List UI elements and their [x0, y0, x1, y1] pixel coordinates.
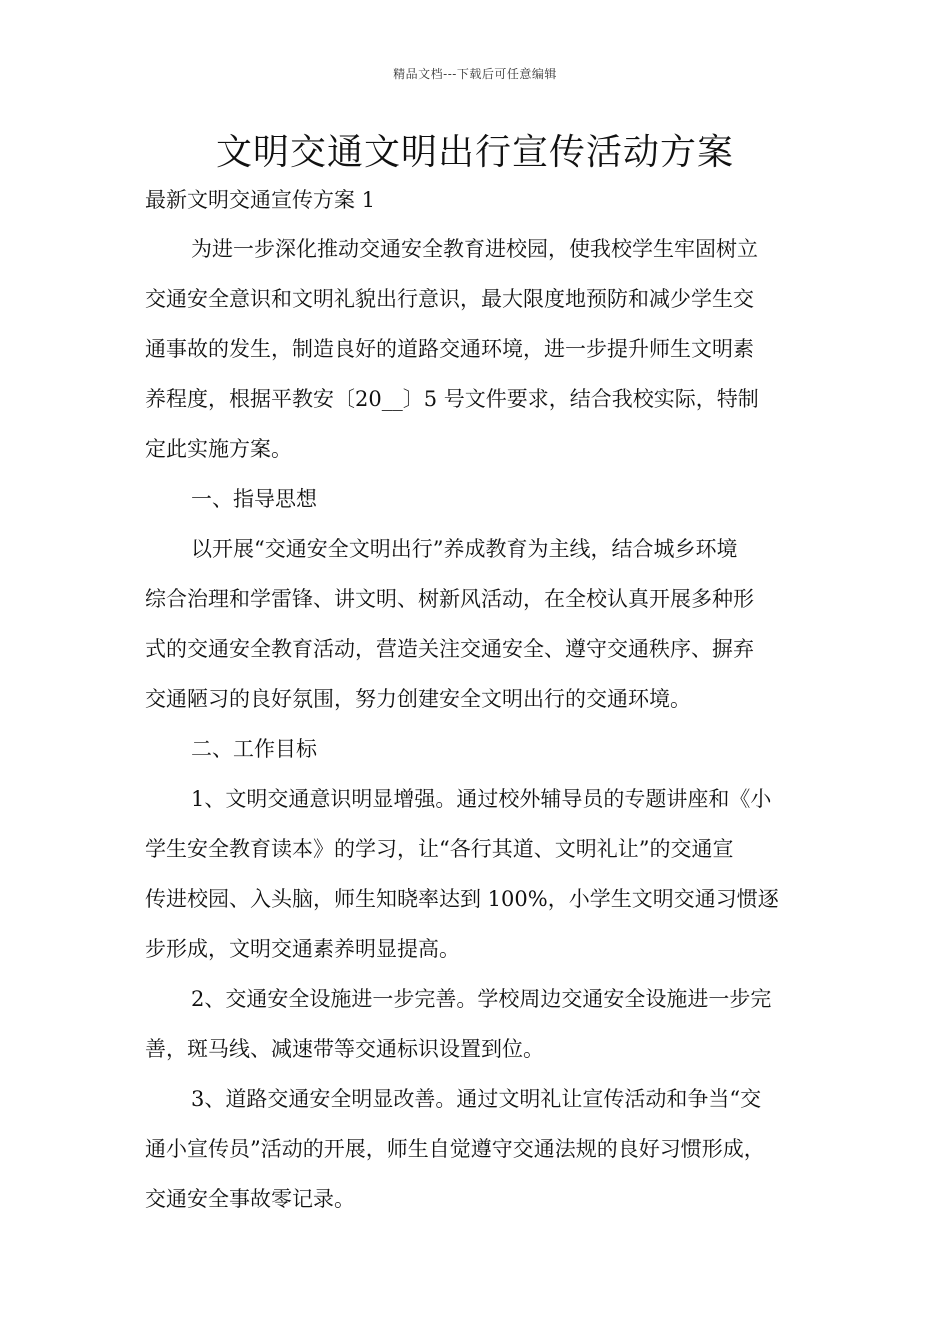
paragraph-intro [145, 224, 815, 474]
paragraph-goal-1 [145, 774, 815, 974]
paragraph-line: 养程度，根据平教安〔20__〕5 号文件要求，结合我校实际，特制 [145, 387, 759, 411]
document-subtitle: 最新文明交通宣传方案 1 [145, 188, 376, 212]
paragraph-goal-3 [145, 1074, 815, 1224]
paragraph-line: 传进校园、入头脑，师生知晓率达到 100%，小学生文明交通习惯逐 [145, 887, 779, 911]
document-title: 文明交通文明出行宣传活动方案 [215, 132, 734, 173]
paragraph-goal-2 [145, 974, 815, 1074]
paragraph-line: 综合治理和学雷锋、讲文明、树新风活动，在全校认真开展多种形 [145, 587, 754, 611]
paragraph-line: 通事故的发生，制造良好的道路交通环境，进一步提升师生文明素 [145, 337, 754, 361]
paragraph-line: 交通安全意识和文明礼貌出行意识，最大限度地预防和减少学生交 [145, 287, 754, 311]
section-heading-guiding-thought: 一、指导思想 [191, 487, 317, 511]
paragraph-line: 2、交通安全设施进一步完善。学校周边交通安全设施进一步完 [191, 987, 772, 1011]
paragraph-line: 1、文明交通意识明显增强。通过校外辅导员的专题讲座和《小 [191, 787, 772, 811]
paragraph-line: 为进一步深化推动交通安全教育进校园，使我校学生牢固树立 [191, 237, 758, 261]
paragraph-line: 3、道路交通安全明显改善。通过文明礼让宣传活动和争当“交 [191, 1087, 762, 1111]
paragraph-line: 学生安全教育读本》的学习，让“各行其道、文明礼让”的交通宣 [145, 837, 734, 861]
header-note: 精品文档---下载后可任意编辑 [393, 67, 557, 81]
paragraph-line: 定此实施方案。 [145, 437, 292, 461]
paragraph-line: 交通安全事故零记录。 [145, 1187, 355, 1211]
section-heading-work-goals: 二、工作目标 [191, 737, 317, 761]
paragraph-line: 善，斑马线、减速带等交通标识设置到位。 [145, 1037, 544, 1061]
paragraph-line: 以开展“交通安全文明出行”养成教育为主线，结合城乡环境 [191, 537, 738, 561]
paragraph-line: 式的交通安全教育活动，营造关注交通安全、遵守交通秩序、摒弃 [145, 637, 754, 661]
document-body [145, 176, 815, 1224]
paragraph-line: 交通陋习的良好氛围，努力创建安全文明出行的交通环境。 [145, 687, 691, 711]
paragraph-line: 步形成，文明交通素养明显提高。 [145, 937, 460, 961]
paragraph-line: 通小宣传员”活动的开展，师生自觉遵守交通法规的良好习惯形成， [145, 1137, 765, 1161]
paragraph-guiding-thought [145, 524, 815, 724]
